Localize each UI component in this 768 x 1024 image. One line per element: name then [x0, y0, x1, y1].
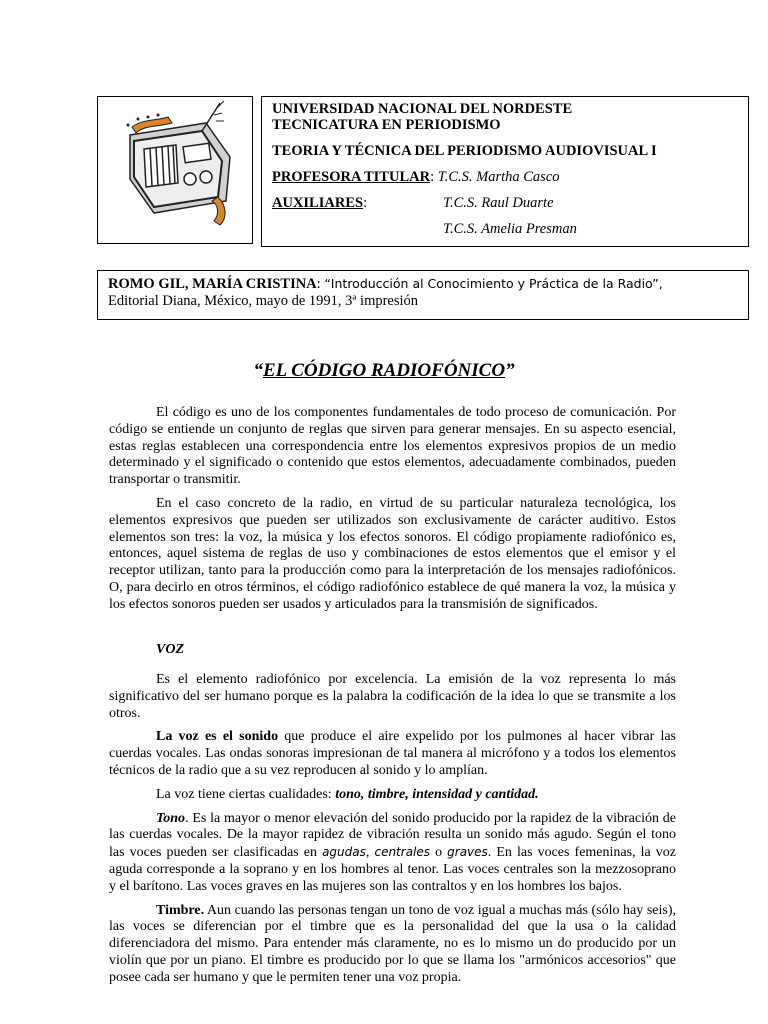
voz-paragraph-2 — [109, 729, 676, 779]
institution-info-box — [261, 96, 749, 247]
reference-line-1 — [108, 275, 738, 293]
voz-definition-bold: La voz es el sonido — [156, 729, 279, 745]
logo-box — [97, 96, 253, 244]
auxiliares-label: AUXILIARES — [272, 195, 364, 211]
title-open-quote: “ — [253, 360, 263, 381]
intro-paragraph-2: En el caso concreto de la radio, en virtud de su particular naturaleza tecnológica, los elementos expresivos que pueden ser utilizados son exclusivamente de carácter auditivo. Estos elementos son tres: la voz, la música y los efectos sonoros. El código propiamente radiofónico es, entonces, aquel sistema de reglas de uso y combinaciones de estos elementos que el emisor y el receptor utilizan, tanto para la producción como para la interpretación de los mensajes radiofónicos. O, para decirlo en otros términos, el código radiofónico establece de qué manera la voz, la música y los efectos sonoros pueden ser usados y articulados para la transmisión de significados. — [109, 495, 676, 612]
intro-section — [109, 405, 676, 614]
voz-paragraph-3 — [109, 787, 676, 804]
title-close-quote: ” — [505, 360, 515, 381]
qualities-lead: La voz tiene ciertas cualidades: — [156, 786, 336, 802]
page-title — [0, 360, 768, 382]
auxiliares-line — [272, 195, 738, 211]
qualities-list: tono, timbre, intensidad y cantidad. — [335, 786, 539, 802]
reference-title: “Introducción al Conocimiento y Práctica de la Radio”, — [324, 276, 663, 291]
reference-publisher: Editorial Diana, México, mayo de 1991, 3ª impresión — [108, 293, 419, 309]
professor-sep: : — [430, 169, 438, 185]
voz-definition-text: que produce el aire expelido por los pulmones al hacer vibrar las cuerdas vocales. Las ondas sonoras impresionan de tal manera al micrófono y a todos los elementos técnicos de la radio que a su vez reproducen al sonido y lo amplían. — [109, 729, 677, 778]
auxiliares-line-2 — [272, 221, 738, 237]
reference-author: ROMO GIL, MARÍA CRISTINA — [108, 276, 317, 292]
timbre-text: Aun cuando las personas tengan un tono de voz igual a muchas más (sólo hay seis), las voces se diferencian por el timbre que es la personalidad del que la usa o la calidad diferenciadora del mismo. Para entender más claramente, no es lo mismo un do producido por un violín que por un piano. El timbre es producido por lo que se llama los "armónicos accesorios" que posee cada ser humano y que le permiten tener una voz propia. — [109, 902, 676, 985]
term-agudas: agudas — [322, 845, 366, 860]
term-graves: graves — [447, 845, 488, 860]
reference-sep: : — [316, 276, 325, 292]
intro-paragraph-1: El código es uno de los componentes fundamentales de todo proceso de comunicación. Por código se entiende un conjunto de reglas que sirven para generar mensajes. En su aspecto esencial, estas reglas establecen una correspondencia entre los elementos expresivos propios de un medio determinado y el significado o contenido que estos elementos, adecuadamente combinados, pueden transportar o transmitir. — [109, 405, 676, 488]
voz-paragraph-1: Es el elemento radiofónico por excelencia. La emisión de la voz representa lo más significativo del ser humano porque es la palabra la codificación de la idea lo que se transmite a los otros. — [109, 672, 676, 721]
auxiliares-sep: : — [363, 195, 368, 211]
bibliographic-reference-box — [97, 270, 749, 320]
tono-comma: , — [365, 845, 375, 861]
program-name: TECNICATURA EN PERIODISMO — [272, 117, 501, 133]
radio-clipart-icon — [98, 97, 252, 243]
professor-name: T.C.S. Martha Casco — [437, 169, 560, 185]
professor-line — [272, 169, 738, 185]
tono-text-b: . En las voces femeninas, la voz aguda corresponde a la soprano y en los hombres al tenor. Las voces centrales son la mezzosoprano y el barítono. Las voces graves en las mujeres son las contraltos y en los hombres los bajos. — [109, 845, 677, 894]
term-centrales: centrales — [374, 845, 431, 860]
course-name: TEORIA Y TÉCNICA DEL PERIODISMO AUDIOVISUAL I — [272, 143, 657, 159]
voz-paragraph-tono — [109, 811, 676, 896]
tono-term: Tono — [156, 810, 186, 826]
university-name: UNIVERSIDAD NACIONAL DEL NORDESTE — [272, 101, 573, 117]
voz-section — [109, 672, 676, 987]
professor-label: PROFESORA TITULAR — [272, 169, 431, 185]
tono-or: o — [430, 845, 448, 861]
title-text: EL CÓDIGO RADIOFÓNICO — [262, 360, 506, 381]
auxiliar-1: T.C.S. Raul Duarte — [443, 195, 554, 211]
section-heading-voz: VOZ — [156, 642, 184, 657]
tono-text-a: . Es la mayor o menor elevación del sonido producido por la rapidez de la vibración de las cuerdas vocales. De la mayor rapidez de vibración resulta un sonido más agudo. Según el tono las voces pueden ser clasificadas en — [109, 810, 676, 861]
voz-paragraph-timbre — [109, 903, 676, 987]
timbre-term: Timbre. — [156, 902, 205, 918]
auxiliar-2: T.C.S. Amelia Presman — [443, 221, 577, 237]
